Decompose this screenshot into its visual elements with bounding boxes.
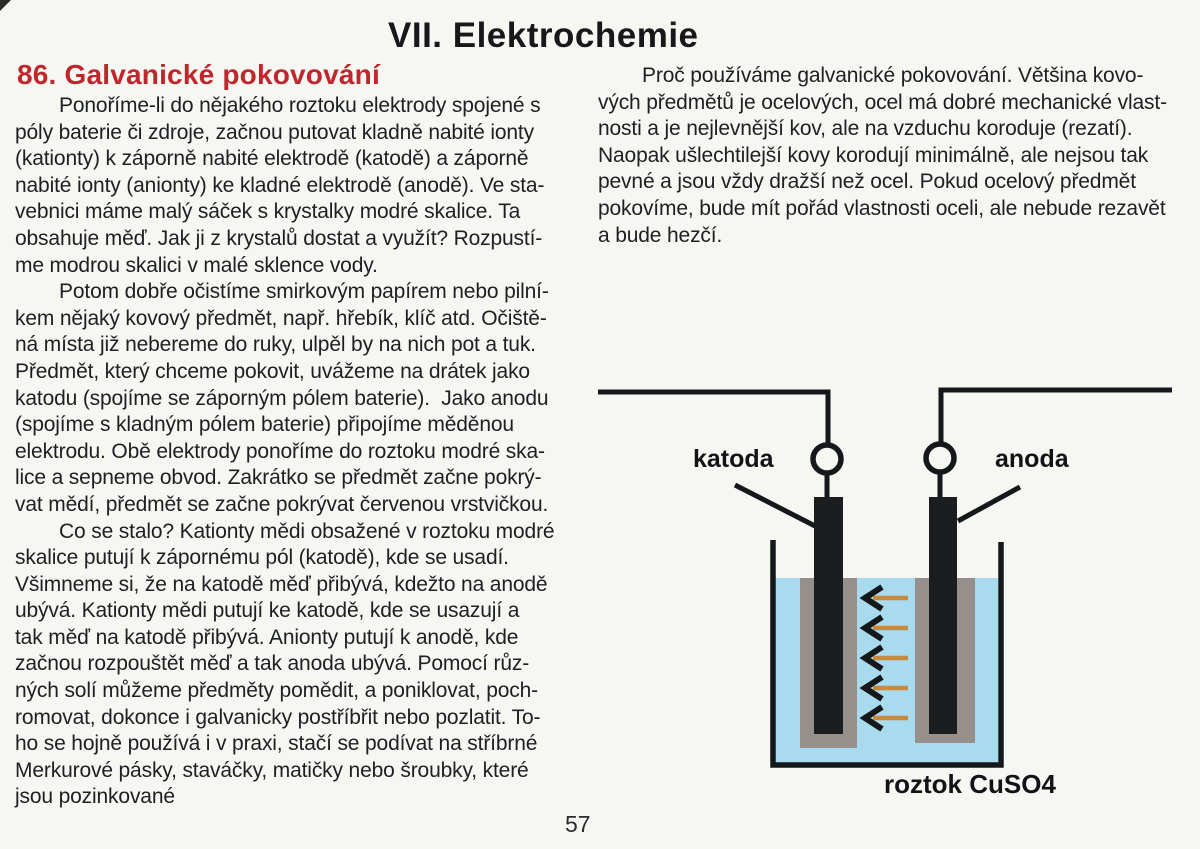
anode-wire: [941, 390, 1172, 444]
electroplating-diagram: [595, 378, 1200, 818]
paragraph-4: [598, 63, 1185, 249]
solution-label: roztok CuSO4: [884, 769, 1056, 799]
section-heading: 86. Galvanické pokovování: [17, 59, 380, 90]
electroplating-diagram-svg: [595, 378, 1200, 818]
text-line: (kationty) k záporně nabité elektrodě (katodě) a záporně: [15, 147, 529, 171]
text-line: Merkurové pásky, staváčky, matičky nebo šroubky, které: [15, 758, 529, 782]
text-line: pokovíme, bude mít pořád vlastnosti oceli, ale nebude rezavět: [598, 196, 1166, 220]
scan-corner-artifact: [0, 0, 11, 11]
text-line: Předmět, který chceme pokovit, uvážeme na drátek jako: [15, 359, 530, 383]
text-line: ubývá. Kationty mědi putují ke katodě, kde se usazují a: [15, 599, 520, 623]
text-line: Co se stalo? Kationty mědi obsažené v roztoku modré: [59, 519, 555, 543]
page-number: 57: [565, 811, 591, 837]
text-line: kem nějaký kovový předmět, např. hřebík, klíč atd. Očiště-: [15, 306, 547, 330]
text-line: vebnici máme malý sáček s krystalky modré skalice. Ta: [15, 200, 521, 224]
text-line: vat mědí, předmět se začne pokrývat červenou vrstvičkou.: [15, 492, 549, 516]
left-text-column: [15, 93, 578, 811]
text-line: vých předmětů je ocelových, ocel má dobré mechanické vlast-: [598, 90, 1167, 114]
cathode-label: katoda: [693, 445, 774, 473]
text-line: začnou rozpouštět měď a tak anoda ubývá. Pomocí růz-: [15, 652, 530, 676]
text-line: jsou pozinkované: [15, 785, 175, 809]
paragraph-2: [15, 279, 578, 518]
text-line: nosti a je nejlevnější kov, ale na vzduchu koroduje (rezatí).: [598, 117, 1133, 141]
text-line: romovat, dokonce i galvanicky postříbřit nebo pozlatit. To-: [15, 705, 541, 729]
anode-terminal-circle: [926, 444, 954, 472]
paragraph-3: [15, 519, 578, 812]
cathode-leader-line: [735, 485, 817, 527]
text-line: (spojíme s kladným pólem baterie) připojíme měděnou: [15, 413, 514, 437]
text-line: ho se hojně používá i v praxi, stačí se podívat na stříbrné: [15, 732, 538, 756]
text-line: obsahuje měď. Jak ji z krystalů dostat a využít? Rozpustí-: [15, 226, 543, 250]
anode-leader-line: [958, 487, 1020, 521]
text-line: tak měď na katodě přibývá. Anionty putují k anodě, kde: [15, 625, 519, 649]
text-line: Všimneme si, že na katodě měď přibývá, kdežto na anodě: [15, 572, 548, 596]
paragraph-1: [15, 93, 578, 279]
text-line: Proč používáme galvanické pokovování. Většina kovo-: [642, 64, 1144, 87]
anode-label: anoda: [995, 445, 1069, 473]
text-line: pevné a jsou vždy dražší než ocel. Pokud ocelový předmět: [598, 170, 1136, 194]
cathode-wire: [598, 392, 828, 445]
text-line: Ponoříme-li do nějakého roztoku elektrody spojené s: [59, 94, 541, 117]
text-line: elektrodu. Obě elektrody ponoříme do roztoku modré ska-: [15, 439, 545, 463]
chapter-title: VII. Elektrochemie: [388, 16, 699, 55]
text-line: póly baterie či zdroje, začnou putovat kladně nabité ionty: [15, 120, 534, 144]
anode-electrode: [929, 497, 957, 734]
cathode-electrode: [814, 497, 843, 734]
text-line: katodu (spojíme se záporným pólem baterie). Jako anodu: [15, 386, 549, 410]
right-text-column: [598, 63, 1185, 249]
text-line: a bude hezčí.: [598, 223, 723, 247]
cathode-terminal-circle: [813, 445, 841, 473]
text-line: Naopak ušlechtilejší kovy korodují minimálně, ale nejsou tak: [598, 143, 1149, 167]
text-line: me modrou skalici v malé sklence vody.: [15, 253, 378, 277]
text-line: skalice putují k zápornému pól (katodě), kde se usadí.: [15, 546, 509, 570]
text-line: nabité ionty (anionty) ke kladné elektrodě (anodě). Ve sta-: [15, 173, 545, 197]
text-line: ných solí můžeme předměty pomědit, a poniklovat, poch-: [15, 679, 538, 703]
text-line: lice a sepneme obvod. Zakrátko se předmět začne pokrý-: [15, 466, 542, 490]
text-line: ná místa již nebereme do ruky, ulpěl by na nich pot a tuk.: [15, 333, 536, 357]
text-line: Potom dobře očistíme smirkovým papírem nebo pilní-: [59, 280, 549, 304]
